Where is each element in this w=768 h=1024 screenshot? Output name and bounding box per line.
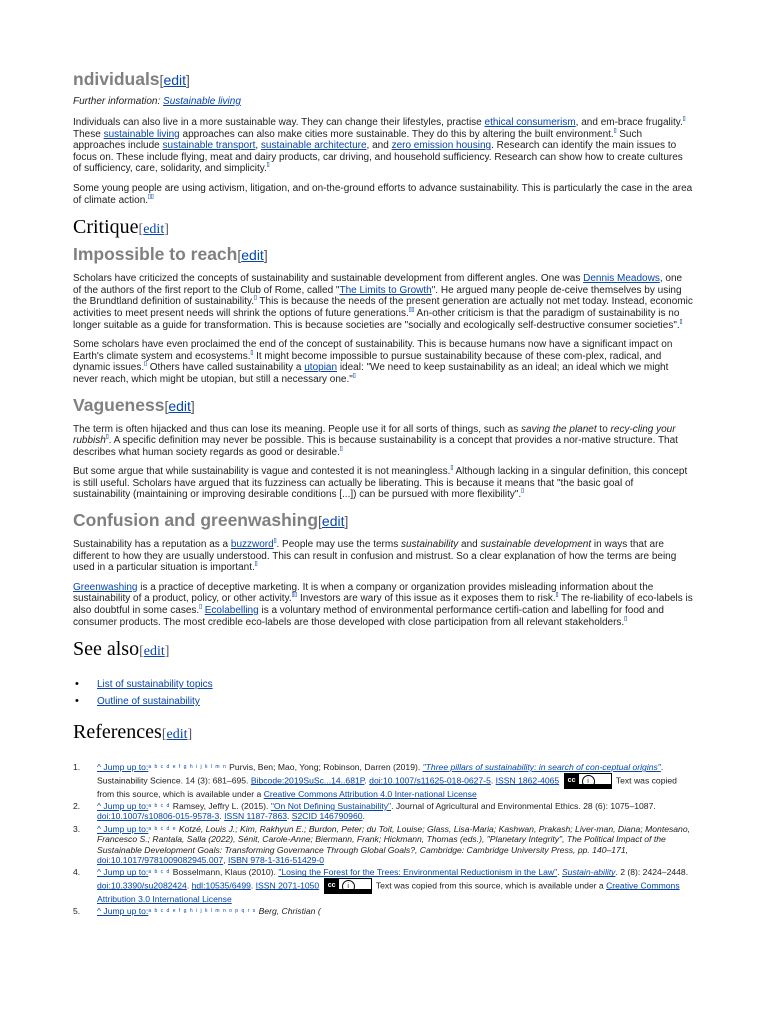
- link-sustainable-living[interactable]: sustainable living: [103, 128, 180, 140]
- text: approaches can also make cities more sustainable. They do this by altering the built environment.: [179, 128, 614, 140]
- citation[interactable]: []: [521, 488, 524, 495]
- text: .: [557, 867, 562, 878]
- text: An-other criticism is that the paradigm of sustainability is no longer suitable as a guide for transformation. This is because societies are "socially and ecologically self-destructive consumer societies".: [73, 307, 680, 331]
- journal-link[interactable]: Sustain-ability: [561, 867, 616, 878]
- edit-link[interactable]: edit: [143, 222, 165, 238]
- paragraph: [73, 582, 693, 628]
- reference-item: [73, 824, 693, 866]
- text: Kotzé, Louis J.; Kim, Rakhyun E.; Burdon, Peter; du Toit, Louise; Glass, Lisa-Maria; Kashwan, Prakash; Liver-man, Diana; Montesano, Francesco S.; Rantala, Salla (2022), Sénit, Carole-Anne; Biermann, Frank; Hickmann, Thomas (eds.), "Planetary Integrity", The Political Impact of the Sustainable Development Goals: Transforming Governance Through Global Goals?, Cambridge: Cambridge University Press, pp. 140–171,: [97, 823, 691, 855]
- text: The re-liability of eco-labels is also doubtful in some cases.: [73, 593, 693, 617]
- article-body: [73, 68, 693, 919]
- citation[interactable]: []: [613, 127, 617, 134]
- link-ethical-consumerism[interactable]: ethical consumerism: [484, 117, 576, 128]
- text: Scholars have criticized the concepts of sustainability and sustainable development from different angles. One was: [73, 273, 584, 285]
- text: ,: [255, 140, 261, 152]
- heading-references: [73, 719, 693, 748]
- edit-section-confusion: [edit]: [318, 513, 349, 530]
- citation[interactable]: []: [352, 372, 356, 379]
- text: Some young people are using activism, litigation, and on-the-ground efforts to advance sustainability. This is particularly the case in the area of climate action.: [73, 182, 693, 206]
- edit-link[interactable]: edit: [166, 727, 188, 743]
- text: Bosselmann, Klaus (2010).: [170, 867, 279, 878]
- text: . Research can identify the main issues to focus on. These include flying, meat and dairy products, car driving, and household sufficiency. Research can show how to create cultures of sufficiency, care, solidarity, and simplicity.: [73, 140, 683, 175]
- heading-references-text: References: [73, 721, 162, 744]
- jump-up-link[interactable]: ^ Jump up to:: [97, 906, 149, 917]
- heading-critique: [73, 214, 693, 243]
- citation[interactable]: []: [555, 592, 559, 599]
- citation[interactable]: [][]: [148, 193, 154, 200]
- heading-impossible-text: Impossible to reach: [73, 244, 238, 265]
- edit-link[interactable]: edit: [321, 513, 345, 530]
- heading-see-also: [73, 636, 693, 665]
- text: The term is often hijacked and thus can lose its meaning. People use it for all sorts of things, such as: [73, 423, 522, 435]
- citation[interactable]: [][]: [408, 306, 415, 313]
- isbn-link[interactable]: ISBN 978-1-316-51429-0: [227, 855, 324, 866]
- backlink-letters[interactable]: a b c d: [148, 803, 171, 810]
- text: , and: [366, 140, 392, 152]
- paragraph: [73, 183, 693, 206]
- link-sustainable-transport[interactable]: sustainable transport: [162, 140, 256, 152]
- reference-number: 4.: [73, 867, 81, 878]
- doi-link[interactable]: doi:10.1007/s10806-015-9578-3: [97, 811, 220, 822]
- reference-number: 1.: [73, 762, 81, 773]
- paragraph: [73, 424, 693, 459]
- link-ecolabelling[interactable]: Ecolabelling: [204, 605, 259, 617]
- citation[interactable]: []: [250, 349, 254, 356]
- link-dennis-meadows[interactable]: Dennis Meadows: [583, 273, 660, 285]
- text: to: [596, 423, 611, 435]
- citation[interactable]: []: [450, 465, 454, 472]
- references-list: [73, 762, 693, 916]
- text: Berg, Christian (: [256, 906, 321, 917]
- edit-link[interactable]: edit: [163, 72, 187, 88]
- edit-link[interactable]: edit: [143, 644, 165, 660]
- citation[interactable]: []: [624, 615, 627, 622]
- backlink-letters[interactable]: a b c d e f g h i j k l m n o p q r s: [148, 908, 257, 915]
- text: .: [250, 880, 256, 891]
- jump-up-link[interactable]: ^ Jump up to:: [97, 801, 149, 812]
- text: . People may use the terms: [276, 539, 401, 551]
- heading-individuals-text: ndividuals: [73, 69, 160, 89]
- reference-item: [73, 801, 693, 822]
- link-buzzword[interactable]: buzzword: [230, 539, 274, 551]
- heading-vagueness-text: Vagueness: [73, 394, 165, 415]
- paragraph: [73, 466, 693, 501]
- text: . A specific definition may never be possible. This is because sustainability is a concept that provides a nor-mative structure. That describes what human society regards as good or desirable.: [73, 435, 678, 458]
- text: ideal: "We need to keep sustainability as an ideal; an ideal which we might never reach, which might be utopian, but still a necessary one.": [73, 362, 669, 385]
- text-italic: sustainability: [401, 539, 459, 551]
- text: in ways that are different to how they are usually understood. This can result in confusion and mistrust. So a clear explanation of how the terms are being used in a particular situation is important.: [73, 539, 677, 574]
- link-sustainable-architecture[interactable]: sustainable architecture: [260, 140, 367, 152]
- text: .: [186, 880, 192, 891]
- heading-confusion-text: Confusion and greenwashing: [73, 510, 319, 531]
- text: Text was copied from this source, which is available under a: [97, 774, 677, 799]
- link-greenwashing[interactable]: Greenwashing: [73, 581, 138, 593]
- edit-link[interactable]: edit: [241, 247, 264, 264]
- paragraph: [73, 539, 693, 574]
- edit-section-see-also: [edit]: [139, 644, 170, 660]
- text: .: [364, 774, 370, 785]
- text: Purvis, Ben; Mao, Yong; Robinson, Darren (2019).: [226, 762, 423, 773]
- link-limits-to-growth[interactable]: The Limits to Growth: [339, 284, 432, 296]
- text: But some argue that while sustainability is vague and contested it is not meaningless.: [73, 466, 451, 478]
- text: This is because the needs of the present generation are actually not met today. Instead, economic activities to meet present needs will shrink the options of future generations.: [73, 296, 693, 319]
- citation[interactable]: []: [144, 361, 147, 368]
- link-outline-of-sustainability[interactable]: Outline of sustainability: [97, 696, 200, 708]
- text: ". He argued many people de-ceive themselves by using the Brundtland definition of sustainability.: [73, 284, 682, 308]
- heading-individuals: [73, 68, 693, 92]
- edit-section-critique: [edit]: [138, 222, 169, 238]
- citation[interactable]: []: [105, 434, 109, 441]
- hatnote-prefix: Further information:: [73, 96, 164, 107]
- edit-section-references: [edit]: [161, 727, 193, 743]
- jump-up-link[interactable]: ^ Jump up to:: [97, 823, 149, 834]
- paragraph: [73, 273, 693, 331]
- bibcode-link[interactable]: Bibcode:2019SuSc...14..681P: [250, 774, 365, 785]
- citation[interactable]: []: [273, 538, 277, 545]
- reference-number: 2.: [73, 801, 81, 812]
- text: Ramsey, Jeffry L. (2015).: [170, 801, 271, 812]
- doi-link[interactable]: doi:10.1007/s11625-018-0627-5: [369, 774, 491, 785]
- link-sustainable-living[interactable]: Sustainable living: [163, 96, 241, 107]
- text: . 2 (8): 2424–2448.: [615, 867, 689, 878]
- text: Text was copied from this source, which is available under a: [373, 880, 607, 891]
- text: , and em-brace frugality.: [575, 117, 683, 128]
- text: .: [490, 774, 496, 785]
- text: ,: [223, 855, 228, 866]
- paragraph: [73, 339, 693, 385]
- text: Others have called sustainability a: [146, 362, 305, 374]
- text: Although lacking in a singular definition, this concept is still useful. Scholars have argued that its fuzziness can actually be liberating. This is because it means that "the basic goal of sustainability (maintaining or improving desirable conditions [...]) can be pursued with more flexibility".: [73, 466, 688, 501]
- text: Some scholars have even proclaimed the end of the concept of sustainability. This is because humans now have a significant impact on Earth's climate system and ecosystems.: [73, 339, 673, 362]
- badge-bar: [579, 784, 611, 788]
- doi-link[interactable]: doi:10.1017/9781009082945.007: [97, 855, 224, 866]
- attribution-icon: i: [582, 775, 595, 788]
- citation[interactable]: []: [254, 295, 257, 302]
- citation[interactable]: [][]: [291, 592, 298, 599]
- text: . Journal of Agricultural and Environmental Ethics. 28 (6): 1075–1087.: [391, 801, 656, 812]
- citation[interactable]: []: [679, 318, 683, 325]
- reference-item: [73, 762, 693, 799]
- list-item: [73, 696, 693, 707]
- hdl-link[interactable]: hdl:10535/6499: [191, 880, 251, 891]
- paragraph: [73, 117, 693, 175]
- citation[interactable]: []: [199, 604, 202, 611]
- text: .: [287, 811, 292, 822]
- s2cid-link[interactable]: S2CID 146790960: [291, 811, 363, 822]
- text: , one of the authors of the first report to the Club of Rome, called ": [73, 273, 683, 296]
- jump-up-link[interactable]: ^ Jump up to:: [97, 762, 149, 773]
- heading-confusion-greenwashing: [73, 509, 693, 533]
- hatnote: [73, 96, 693, 107]
- reference-number: 3.: [73, 823, 81, 834]
- cc-by-badge[interactable]: [564, 773, 612, 789]
- text: Individuals can also live in a more sustainable way. They can change their lifestyles, practise: [73, 117, 485, 128]
- reference-item: [73, 906, 693, 916]
- backlink-letters[interactable]: a b c d e f g h i j k l m n: [148, 764, 227, 771]
- text-italic: sustainable development: [480, 539, 592, 551]
- heading-see-also-text: See also: [73, 638, 140, 661]
- reference-item: [73, 867, 693, 904]
- text: .: [362, 811, 365, 822]
- see-also-list: [73, 679, 693, 707]
- citation[interactable]: []: [682, 116, 686, 122]
- issn-link[interactable]: ISSN 1187-7863: [224, 811, 288, 822]
- list-item: [73, 679, 693, 690]
- heading-vagueness: [73, 394, 693, 418]
- link-list-of-sustainability-topics[interactable]: List of sustainability topics: [97, 679, 213, 691]
- citation[interactable]: []: [339, 445, 343, 452]
- text: is a voluntary method of environmental performance certifi-cation and labelling for food and consumer products. The most credible eco-labels are those developed with close participation from all relevant stakeholders.: [73, 605, 664, 628]
- attribution-icon: i: [342, 880, 355, 893]
- edit-section-impossible: [edit]: [237, 247, 268, 264]
- issn-link[interactable]: ISSN 1862-4065: [495, 774, 560, 785]
- cc-icon: cc: [325, 879, 339, 893]
- ref-title-link[interactable]: "On Not Defining Sustainability": [270, 801, 392, 812]
- edit-link[interactable]: edit: [168, 397, 191, 414]
- badge-bar: [339, 889, 371, 893]
- cc-by-badge[interactable]: [324, 878, 372, 894]
- link-zero-emission-housing[interactable]: zero emission housing: [391, 140, 492, 152]
- heading-critique-text: Critique: [73, 216, 139, 239]
- text: Sustainability has a reputation as a: [73, 539, 231, 551]
- reference-number: 5.: [73, 906, 81, 917]
- citation[interactable]: []: [254, 561, 258, 568]
- license-link[interactable]: Creative Commons Attribution 4.0 Inter-national License: [263, 788, 477, 799]
- text: and: [458, 539, 481, 551]
- text: . Sustainability Science. 14 (3): 681–695.: [97, 762, 664, 785]
- license-link[interactable]: Creative Commons Attribution 3.0 International License: [97, 880, 680, 904]
- text-italic: recy-cling your rubbish: [73, 423, 676, 447]
- text: These: [73, 128, 104, 140]
- issn-link[interactable]: ISSN 2071-1050: [255, 880, 320, 891]
- text: .: [219, 811, 225, 822]
- backlink-letters[interactable]: a b c d e: [148, 825, 177, 832]
- text: Such approaches include: [73, 128, 643, 152]
- edit-section-vagueness: [edit]: [164, 397, 195, 414]
- jump-up-link[interactable]: ^ Jump up to:: [97, 867, 149, 878]
- heading-impossible-to-reach: [73, 243, 693, 267]
- text: is a practice of deceptive marketing. It is when a company or organization provides misleading information about the sustainability of a product, policy, or other activity.: [73, 581, 654, 605]
- cc-icon: cc: [565, 774, 579, 788]
- text: Investors are wary of this issue as it exposes them to risk.: [297, 593, 556, 605]
- text-italic: saving the planet: [521, 423, 597, 435]
- ref-title-link[interactable]: "Three pillars of sustainability: in search of con-ceptual origins": [422, 762, 661, 773]
- doi-link[interactable]: doi:10.3390/su2082424: [97, 880, 187, 891]
- backlink-letters[interactable]: a b c d: [148, 869, 171, 876]
- text: It might become impossible to pursue sustainability because of these com-plex, radical, and dynamic issues.: [73, 350, 662, 374]
- edit-section-individuals: [edit]: [159, 72, 190, 88]
- ref-title-link[interactable]: "Losing the Forest for the Trees: Environmental Reductionism in the Law": [278, 867, 558, 878]
- link-utopian[interactable]: utopian: [304, 362, 338, 374]
- citation[interactable]: []: [266, 162, 270, 169]
